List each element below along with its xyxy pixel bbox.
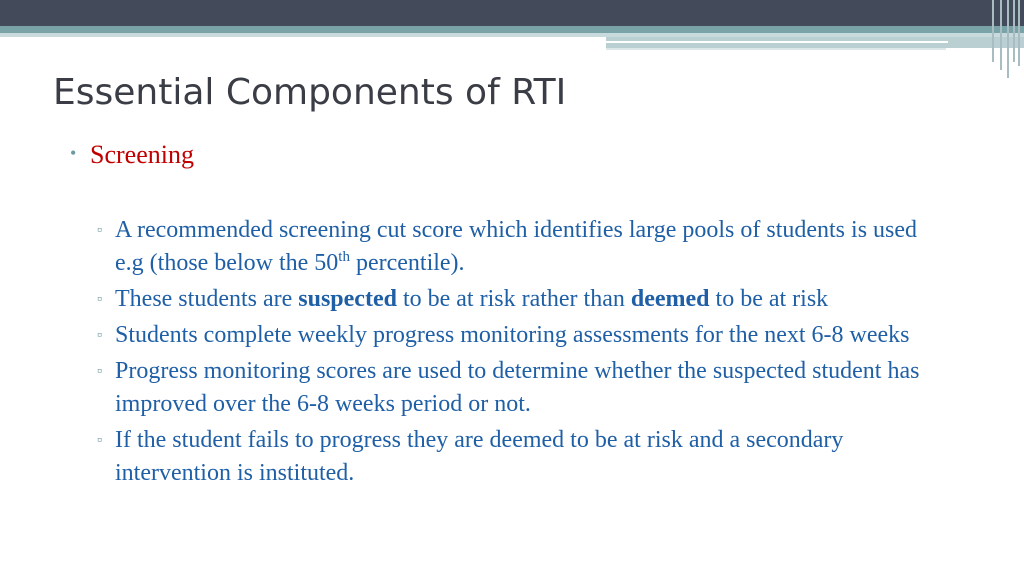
superscript: th	[338, 249, 350, 265]
item-text: to be at risk	[709, 286, 829, 312]
item-text: to be at risk rather than	[396, 286, 631, 312]
item-text: A recommended screening cut score which identifies large pools of students is used e.g (those below the 50	[115, 217, 918, 276]
list-item	[70, 283, 950, 316]
header-bar	[0, 0, 1024, 26]
header-right-thin-band	[606, 48, 946, 50]
square-bullet-icon: ▫	[97, 292, 102, 307]
list-item	[70, 355, 950, 421]
item-text: These students are	[115, 286, 299, 312]
item-text: percentile).	[349, 250, 465, 276]
bullet-icon: •	[70, 143, 77, 163]
decor-stripe	[1000, 0, 1002, 70]
item-text: Students complete weekly progress monitoring assessments for the next 6-8 weeks	[115, 322, 910, 348]
header-right-line	[606, 41, 948, 43]
item-text: Progress monitoring scores are used to determine whether the suspected student has improved over the 6-8 weeks period or not.	[115, 358, 920, 417]
header-accent-bar	[0, 26, 1024, 33]
square-bullet-icon: ▫	[97, 223, 102, 238]
bullet-text: Screening	[90, 140, 194, 169]
slide-content	[70, 140, 950, 493]
list-item	[70, 424, 950, 490]
list-item	[70, 214, 950, 280]
slide-title: Essential Components of RTI	[53, 72, 567, 113]
bullet-screening	[70, 140, 950, 170]
decor-stripe	[992, 0, 994, 62]
bold-word: deemed	[630, 286, 710, 312]
bold-word: suspected	[298, 286, 397, 312]
square-bullet-icon: ▫	[97, 328, 102, 343]
item-text: If the student fails to progress they are deemed to be at risk and a secondary intervention is instituted.	[115, 427, 844, 486]
list-item	[70, 319, 950, 352]
square-bullet-icon: ▫	[97, 364, 102, 379]
decor-stripe	[1018, 0, 1020, 66]
decor-stripe	[1013, 0, 1015, 62]
sub-bullet-list	[70, 214, 950, 490]
square-bullet-icon: ▫	[97, 433, 102, 448]
decor-stripe	[1007, 0, 1009, 78]
